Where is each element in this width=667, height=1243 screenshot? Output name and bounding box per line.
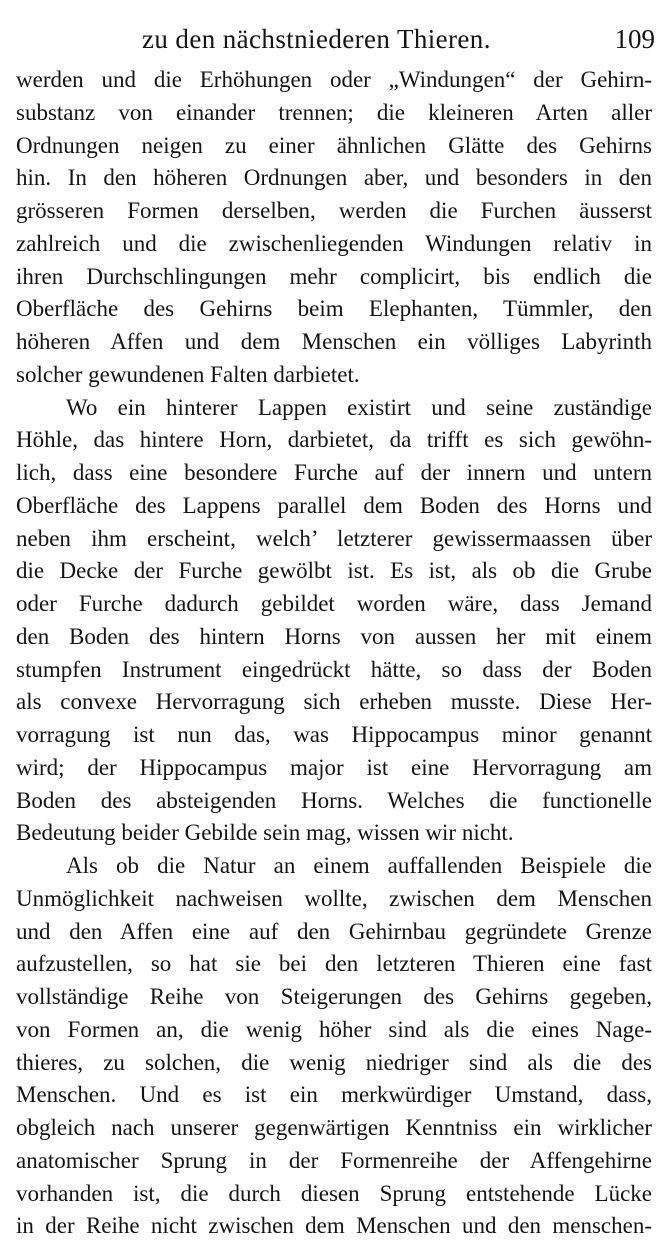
text-line: vorragung ist nun das, was Hippocampus minor genannt xyxy=(16,722,652,747)
text-line: aufzustellen, so hat sie bei den letzteren Thieren eine fast xyxy=(16,951,652,977)
text-line: werden und die Erhöhungen oder „Windungen“ der Gehirn- xyxy=(16,67,652,92)
text-line: Wo ein hinterer Lappen existirt und seine zuständige xyxy=(66,394,652,420)
text-line: neben ihm erscheint, welch’ letzterer gewissermaassen über xyxy=(16,525,652,551)
text-line: Oberfläche des Gehirns beim Elephanten, Tümmler, den xyxy=(16,296,652,322)
running-head: zu den nächstniederen Thieren. xyxy=(142,24,491,54)
text-line: grösseren Formen derselben, werden die Furchen äusserst xyxy=(16,198,652,223)
text-line: Boden des absteigenden Horns. Welches die functionelle xyxy=(16,787,652,813)
text-line: vollständige Reihe von Steigerungen des Gehirns gegeben, xyxy=(16,984,652,1009)
text-line: Menschen. Und es ist ein merkwürdiger Umstand, dass, xyxy=(16,1082,652,1108)
text-line: zahlreich und die zwischenliegenden Windungen relativ in xyxy=(16,230,652,256)
text-line: lich, dass eine besondere Furche auf der innern und untern xyxy=(16,460,652,485)
text-line: vorhanden ist, die durch diesen Sprung entstehende Lücke xyxy=(16,1180,652,1206)
text-line: wird; der Hippocampus major ist eine Hervorragung am xyxy=(16,754,652,780)
text-line: Ordnungen neigen zu einer ähnlichen Glätte des Gehirns xyxy=(16,132,652,158)
text-line: hin. In den höheren Ordnungen aber, und besonders in den xyxy=(16,165,652,191)
text-line: Höhle, das hintere Horn, darbietet, da trifft es sich gewöhn- xyxy=(16,427,652,453)
text-line: ihren Durchschlingungen mehr complicirt, bis endlich die xyxy=(16,263,652,289)
text-line: thieres, zu solchen, die wenig niedriger sind als die des xyxy=(16,1049,652,1075)
paragraph-1 xyxy=(16,64,652,392)
text-line: von Formen an, die wenig höher sind als die eines Nage- xyxy=(16,1016,652,1042)
paragraph-3 xyxy=(16,850,652,1243)
text-line: stumpfen Instrument eingedrückt hätte, so dass der Boden xyxy=(16,656,652,682)
page-header xyxy=(0,24,667,64)
text-line: oder Furche dadurch gebildet worden wäre, dass Jemand xyxy=(16,591,652,616)
page-number: 109 xyxy=(614,24,655,54)
text-line: die Decke der Furche gewölbt ist. Es ist, als ob die Grube xyxy=(16,558,652,584)
text-line: solcher gewundenen Falten darbietet. xyxy=(16,361,360,387)
body-text xyxy=(16,64,652,1243)
text-line: in der Reihe nicht zwischen dem Menschen und den menschen- xyxy=(16,1213,652,1239)
text-line: substanz von einander trennen; die kleineren Arten aller xyxy=(16,99,652,125)
text-line: als convexe Hervorragung sich erheben musste. Diese Her- xyxy=(16,689,652,715)
text-line: höheren Affen und dem Menschen ein völliges Labyrinth xyxy=(16,329,652,354)
paragraph-2 xyxy=(16,392,652,851)
text-line: und den Affen eine auf den Gehirnbau gegründete Grenze xyxy=(16,918,652,944)
text-line: Als ob die Natur an einem auffallenden Beispiele die xyxy=(66,853,652,878)
text-line: Oberfläche des Lappens parallel dem Boden des Horns und xyxy=(16,492,652,518)
text-line: anatomischer Sprung in der Formenreihe der Affengehirne xyxy=(16,1147,652,1173)
text-line: den Boden des hintern Horns von aussen her mit einem xyxy=(16,623,652,649)
text-line: Bedeutung beider Gebilde sein mag, wissen wir nicht. xyxy=(16,820,514,846)
text-line: Unmöglichkeit nachweisen wollte, zwischen dem Menschen xyxy=(16,885,652,911)
text-line: obgleich nach unserer gegenwärtigen Kenntniss ein wirklicher xyxy=(16,1115,652,1140)
